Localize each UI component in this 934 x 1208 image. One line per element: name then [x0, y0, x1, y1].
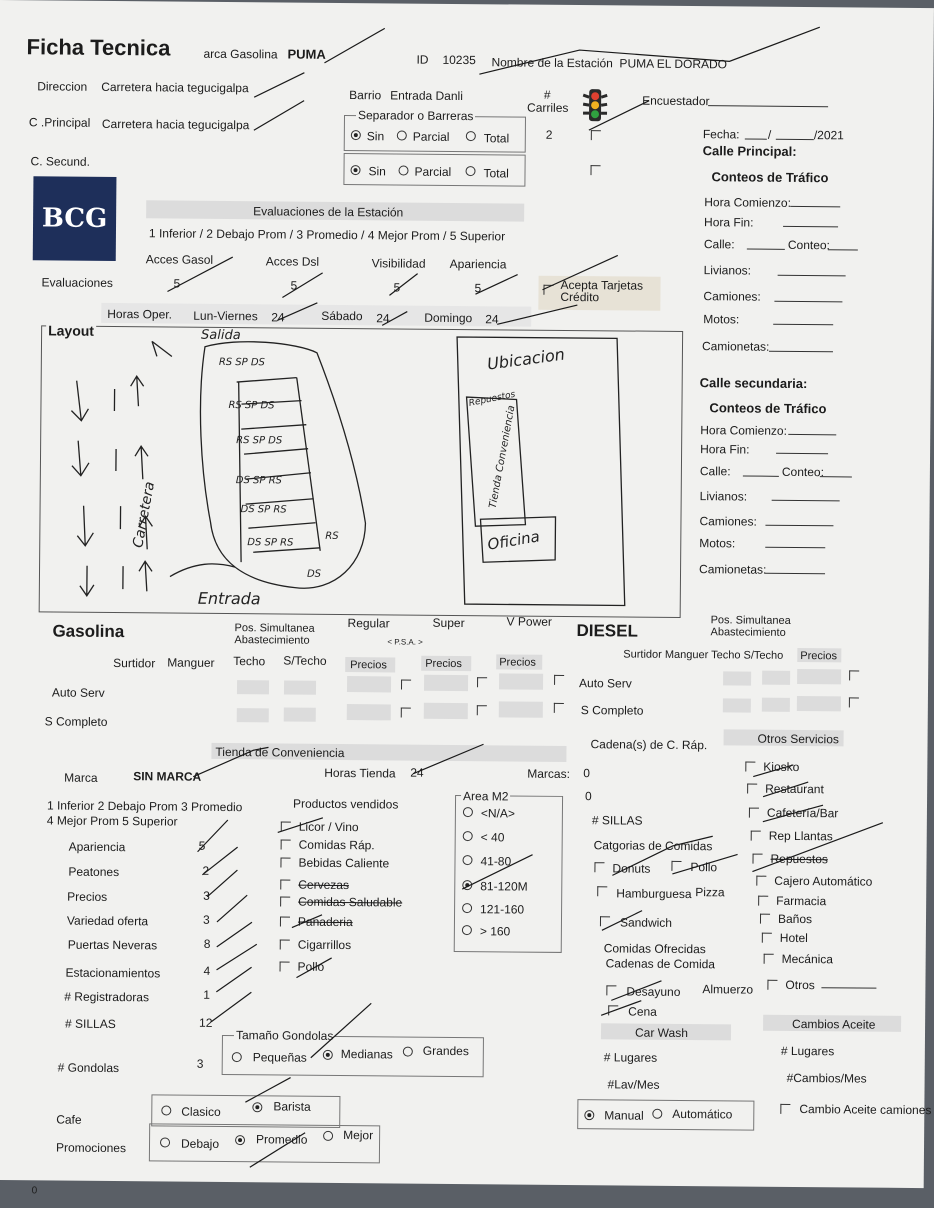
horas-tienda-value[interactable]: 24: [410, 765, 424, 780]
calle-principal-value: Carretera hacia tegucigalpa: [101, 116, 250, 133]
vpower-label: V Power: [506, 614, 553, 629]
horas-oper-label: Horas Oper.: [107, 306, 173, 322]
cadenas-label: Cadena(s) de C. Ráp.: [590, 737, 708, 753]
gas-auto-super-checkbox[interactable]: [477, 677, 487, 687]
carriles-value: 2: [545, 127, 553, 142]
promo-promedio-radio[interactable]: [235, 1135, 245, 1145]
separador2-parcial-radio[interactable]: [398, 165, 408, 175]
pump-row: RS SP DS: [218, 356, 265, 369]
comidas-ofrecidas-label: Comidas Ofrecidas: [603, 941, 706, 957]
rating-value[interactable]: 12: [199, 1015, 213, 1030]
evaluaciones-label: Evaluaciones: [41, 275, 113, 290]
diesel-columns: Surtidor Manguer Techo S/Techo: [623, 648, 784, 662]
hora-fin-label: Hora Fin:: [704, 215, 754, 230]
servicio-checkbox[interactable]: [749, 808, 759, 818]
carwash-automatico-radio[interactable]: [652, 1109, 662, 1119]
sec-conteo-label: Conteo:: [781, 464, 825, 480]
hamburguesa-checkbox[interactable]: [597, 886, 607, 896]
almuerzo-label: Almuerzo: [702, 982, 754, 997]
separador2-sin-radio[interactable]: [350, 165, 360, 175]
area-label: Area M2: [463, 789, 509, 804]
donuts-label: Donuts: [612, 861, 651, 876]
footer-mark: 0: [31, 1185, 38, 1197]
servicio-label: Cafetería/Bar: [766, 805, 839, 821]
barista-label: Barista: [273, 1099, 311, 1114]
pump-row: RS SP DS: [228, 400, 275, 412]
sabado-value[interactable]: 24: [376, 311, 390, 326]
cambio-aceite-camiones-label: Cambio Aceite camiones: [799, 1102, 932, 1118]
sillas-label: # SILLAS: [591, 813, 643, 828]
servicio-label: Otros: [785, 977, 815, 993]
calle-input[interactable]: [747, 249, 785, 250]
rating-label: Apariencia: [68, 839, 126, 855]
rating-value[interactable]: 8: [203, 936, 211, 951]
lun-viernes-value[interactable]: 24: [271, 310, 285, 325]
cafe-barista-radio[interactable]: [252, 1102, 262, 1112]
fecha-month-input[interactable]: [776, 139, 814, 140]
gondolas-label: # Gondolas: [57, 1060, 120, 1076]
gas-auto-vpower-checkbox[interactable]: [554, 675, 564, 685]
producto-checkbox[interactable]: [281, 839, 291, 849]
motos-label: Motos:: [703, 312, 740, 327]
calle-principal-label: C .Principal: [28, 115, 91, 130]
gas-auto-manguer[interactable]: [284, 681, 316, 695]
conteos-secundaria-title: Conteos de Tráfico: [709, 400, 827, 417]
producto-checkbox[interactable]: [280, 939, 290, 949]
fecha-separator: /: [767, 127, 772, 142]
producto-label: Comidas Saludable: [298, 894, 403, 910]
pump-row: RS SP DS: [236, 435, 283, 447]
conteo-input[interactable]: [828, 249, 858, 250]
gas-sc-manguer[interactable]: [284, 708, 316, 722]
area-radio[interactable]: [462, 903, 472, 913]
acepta-tarjetas-label: Acepta Tarjetas Crédito: [560, 277, 644, 305]
separador-sin-radio[interactable]: [351, 130, 361, 140]
calle-label: Calle:: [703, 237, 735, 252]
sin-label: Sin: [366, 129, 385, 144]
sec-camiones-input[interactable]: [765, 525, 833, 527]
gas-sc-vpower-checkbox[interactable]: [554, 703, 564, 713]
promociones-label: Promociones: [55, 1140, 127, 1156]
gas-auto-surtidor[interactable]: [237, 680, 269, 694]
medianas-label: Medianas: [340, 1047, 393, 1062]
carwash-lav-mes: #Lav/Mes: [607, 1077, 660, 1092]
sec-camionetas-label: Camionetas:: [698, 562, 767, 577]
cafe-label: Cafe: [56, 1112, 82, 1127]
rating-label: Precios: [67, 889, 108, 904]
bcg-logo: BCG: [33, 176, 117, 261]
traffic-light-icon: [581, 87, 611, 127]
producto-checkbox[interactable]: [281, 821, 291, 831]
diesel-auto-checkbox[interactable]: [849, 670, 859, 680]
gondola-medianas-radio[interactable]: [323, 1050, 333, 1060]
marca-label: Marca: [64, 770, 98, 785]
gas-auto-regular-checkbox[interactable]: [401, 680, 411, 690]
sec-livianos-input[interactable]: [772, 500, 840, 502]
gas-sc-precio-super[interactable]: [424, 703, 468, 719]
tamano-label: Tamaño Gondolas: [235, 1028, 334, 1043]
debajo-label: Debajo: [180, 1136, 220, 1151]
pump-row: DS SP RS: [235, 475, 282, 487]
producto-label: Cigarrillos: [297, 937, 352, 953]
pump-row: DS SP RS: [247, 537, 294, 549]
servicio-label: Baños: [777, 911, 813, 927]
grandes-label: Grandes: [422, 1043, 469, 1059]
producto-checkbox[interactable]: [280, 916, 290, 926]
motos-input[interactable]: [773, 324, 833, 326]
col-surtidor: Surtidor: [113, 656, 156, 671]
fecha-label: Fecha:: [702, 127, 740, 142]
diesel-pos-label: Pos. Simultanea Abastecimiento: [710, 614, 791, 639]
fecha-day-input[interactable]: [745, 139, 767, 140]
carriles-label: # Carriles: [527, 87, 569, 115]
servicio-checkbox[interactable]: [767, 980, 777, 990]
separador-total-radio[interactable]: [466, 131, 476, 141]
servicio-checkbox[interactable]: [747, 784, 757, 794]
gas-auto-precio-super[interactable]: [424, 675, 468, 691]
col-manguer: Manguer: [167, 655, 215, 670]
marcas-value[interactable]: 0: [583, 766, 591, 781]
gas-sc-regular-checkbox[interactable]: [401, 708, 411, 718]
carwash-title: Car Wash: [634, 1025, 688, 1041]
layout-carretera-label: Carretera: [130, 480, 159, 550]
col-stecho: S/Techo: [283, 653, 327, 668]
servicio-checkbox[interactable]: [752, 854, 762, 864]
cambios-mes: #Cambios/Mes: [786, 1070, 867, 1086]
area-option-label: 41-80: [480, 854, 512, 869]
tienda-scale-2: 4 Mejor Prom 5 Superior: [46, 813, 178, 829]
super-label: Super: [432, 615, 465, 631]
parcial-label: Parcial: [412, 129, 450, 144]
servicio-checkbox[interactable]: [764, 954, 774, 964]
layout-label: Layout: [48, 322, 95, 339]
productos-label: Productos vendidos: [292, 796, 399, 812]
sec-calle-input[interactable]: [743, 476, 779, 477]
eval-value-apariencia[interactable]: 5: [474, 281, 482, 296]
hora-comienzo-input[interactable]: [790, 206, 840, 207]
cambios-title: Cambios Aceite: [792, 1016, 876, 1032]
layout-repuestos-label: Repuestos: [468, 389, 517, 409]
layout-canvas[interactable]: [39, 322, 683, 618]
tienda-scale-1: 1 Inferior 2 Debajo Prom 3 Promedio: [46, 798, 243, 815]
cena-label: Cena: [628, 1004, 657, 1019]
calle-secund-label: C. Secund.: [30, 154, 91, 169]
marcas-label: Marcas:: [527, 766, 571, 782]
total-label-2: Total: [483, 166, 509, 181]
area-option-label: < 40: [480, 830, 505, 845]
acepta-tarjetas-checkbox[interactable]: [543, 285, 553, 295]
mejor-label: Mejor: [343, 1128, 374, 1143]
diesel-sc-checkbox[interactable]: [849, 697, 859, 707]
layout-oficina-label: Oficina: [486, 527, 542, 554]
otros-title: Otros Servicios: [757, 731, 840, 747]
layout-entrada-label: Entrada: [197, 588, 261, 609]
producto-label: Bebidas Caliente: [298, 855, 390, 871]
camionetas-input[interactable]: [769, 351, 833, 353]
sec-motos-label: Motos:: [699, 536, 736, 551]
producto-checkbox[interactable]: [280, 961, 290, 971]
precios-label-regular: Precios: [350, 659, 387, 672]
hamburguesa-label: Hamburguesa: [616, 886, 692, 902]
pizza-label: Pizza: [695, 885, 725, 900]
direccion-value: Carretera hacia tegucigalpa: [101, 79, 249, 96]
producto-label: Comidas Ráp.: [298, 837, 375, 853]
sec-camiones-label: Camiones:: [699, 514, 757, 529]
sec-camionetas-input[interactable]: [765, 573, 825, 575]
gas-sc-surtidor[interactable]: [237, 708, 269, 722]
servicio-checkbox[interactable]: [745, 762, 755, 772]
sec-hora-comienzo-input[interactable]: [788, 434, 836, 435]
psa-label: < P.S.A. >: [387, 637, 423, 647]
servicio-label: Restaurant: [765, 781, 824, 797]
precios-label-vpower: Precios: [499, 656, 536, 669]
page-title: Ficha Tecnica: [26, 34, 171, 61]
area-option-label: 121-160: [480, 902, 525, 917]
sin-label-2: Sin: [368, 164, 386, 179]
producto-label: Pollo: [297, 959, 325, 974]
camionetas-label: Camionetas:: [701, 339, 770, 354]
diesel-precios-label: Precios: [800, 650, 838, 663]
precios-label-super: Precios: [425, 657, 462, 671]
desayuno-label: Desayuno: [626, 984, 681, 999]
pequenas-label: Pequeñas: [252, 1050, 307, 1065]
promedio-label: Promedio: [256, 1132, 308, 1147]
diesel-title: DIESEL: [576, 621, 639, 641]
separador2-total-radio[interactable]: [465, 166, 475, 176]
servicio-label: Cajero Automático: [774, 873, 873, 889]
diesel-auto-serv-label: Auto Serv: [579, 676, 632, 691]
layout-salida-label: Salida: [201, 327, 241, 344]
area-radio[interactable]: [463, 807, 473, 817]
producto-checkbox[interactable]: [280, 879, 290, 889]
rating-value[interactable]: 2: [202, 863, 210, 878]
brand-value: PUMA: [287, 46, 326, 62]
calle-principal-title: Calle Principal:: [702, 143, 797, 159]
cadenas-comida-label: Cadenas de Comida: [605, 956, 716, 972]
gondola-grandes-radio[interactable]: [403, 1047, 413, 1057]
encuestador-input[interactable]: [708, 105, 828, 107]
station-name-label: Nombre de la Estación: [491, 55, 613, 71]
otros-input[interactable]: [821, 987, 876, 988]
pump-row: DS: [306, 568, 322, 580]
producto-label: Cervezas: [298, 877, 350, 893]
sandwich-checkbox[interactable]: [600, 916, 610, 926]
carriles-checkbox[interactable]: [591, 130, 601, 140]
gas-sc-precio-vpower[interactable]: [499, 701, 543, 717]
area-radio[interactable]: [463, 831, 473, 841]
eval-value-visibilidad[interactable]: 5: [393, 280, 401, 295]
tienda-title: Tienda de Conveniencia: [215, 744, 345, 761]
col-techo: Techo: [233, 654, 266, 669]
rating-label: Peatones: [68, 864, 120, 880]
id-label: ID: [416, 52, 429, 67]
camiones-label: Camiones:: [703, 289, 761, 304]
cafe-clasico-radio[interactable]: [161, 1105, 171, 1115]
area-option-label: <N/A>: [480, 806, 516, 821]
sabado-label: Sábado: [321, 308, 363, 324]
total-label: Total: [483, 131, 510, 146]
gas-sc-precio-regular[interactable]: [347, 704, 391, 720]
pollo-cat-checkbox[interactable]: [671, 861, 681, 871]
area-radio[interactable]: [462, 880, 472, 890]
fecha-year: /2021: [813, 128, 844, 143]
barrio-label: Barrio: [349, 88, 382, 103]
carwash-manual-radio[interactable]: [584, 1110, 594, 1120]
servicio-checkbox[interactable]: [760, 914, 770, 924]
servicio-checkbox[interactable]: [758, 896, 768, 906]
servicio-label: Hotel: [779, 930, 808, 946]
diesel-sc-surtidor[interactable]: [723, 698, 751, 712]
sec-motos-input[interactable]: [765, 547, 825, 549]
gondola-pequenas-radio[interactable]: [232, 1052, 242, 1062]
donuts-checkbox[interactable]: [594, 862, 604, 872]
eval-value-acces-dsl[interactable]: 5: [290, 278, 298, 293]
rating-label: Estacionamientos: [65, 965, 161, 981]
layout-tienda-label: Tienda Conveniencia: [487, 404, 518, 510]
sec-livianos-label: Livianos:: [699, 489, 748, 504]
clasico-label: Clasico: [181, 1104, 221, 1119]
station-name-value: PUMA EL DORADO: [619, 56, 728, 72]
hora-comienzo-label: Hora Comienzo:: [704, 195, 792, 210]
sec-hora-fin-input[interactable]: [776, 453, 828, 454]
eval-value-acces-gasol[interactable]: 5: [173, 276, 181, 291]
carriles-checkbox-2[interactable]: [590, 165, 600, 175]
sec-conteo-input[interactable]: [820, 476, 852, 477]
evaluaciones-scale: 1 Inferior / 2 Debajo Prom / 3 Promedio / 4 Mejor Prom / 5 Superior: [148, 226, 506, 244]
rating-label: Variedad oferta: [66, 913, 149, 929]
gas-auto-precio-vpower[interactable]: [499, 673, 543, 689]
marca-value: SIN MARCA: [133, 769, 202, 784]
barrio-value: Entrada Danli: [390, 88, 463, 104]
calle-secundaria-title: Calle secundaria:: [699, 375, 808, 392]
sandwich-label: Sandwich: [619, 915, 673, 930]
diesel-sc-manguer[interactable]: [762, 698, 790, 712]
layout-ubicacion-label: Ubicacion: [485, 344, 566, 374]
desayuno-checkbox[interactable]: [606, 985, 616, 995]
rating-value[interactable]: 1: [203, 987, 211, 1002]
lun-viernes-label: Lun-Viernes: [193, 308, 258, 324]
diesel-sc-precio[interactable]: [797, 696, 841, 711]
producto-checkbox[interactable]: [280, 896, 290, 906]
livianos-label: Livianos:: [703, 263, 752, 278]
servicio-label: Mecánica: [781, 951, 834, 967]
s-completo-label: S Completo: [44, 714, 108, 729]
parcial-label-2: Parcial: [414, 164, 452, 179]
eval-col-acces-gasol: Acces Gasol: [145, 252, 214, 267]
sec-hora-comienzo-label: Hora Comienzo:: [700, 423, 788, 438]
cambio-aceite-camiones-checkbox[interactable]: [780, 1104, 790, 1114]
separador-parcial-radio[interactable]: [397, 130, 407, 140]
gasolina-pos-label: Pos. Simultanea Abastecimiento: [234, 622, 315, 647]
horas-tienda-label: Horas Tienda: [324, 765, 396, 781]
separador-label: Separador o Barreras: [357, 108, 474, 124]
servicio-label: Farmacia: [776, 893, 827, 909]
regular-label: Regular: [347, 616, 390, 631]
rating-value[interactable]: 3: [203, 888, 210, 903]
rating-value[interactable]: 3: [202, 912, 210, 927]
automatico-label: Automático: [672, 1106, 733, 1122]
eval-col-acces-dsl: Acces Dsl: [265, 254, 320, 269]
area-radio[interactable]: [462, 855, 472, 865]
cena-checkbox[interactable]: [608, 1005, 618, 1015]
livianos-input[interactable]: [778, 275, 846, 277]
area-option-label: 81-120M: [480, 879, 528, 894]
promo-debajo-radio[interactable]: [160, 1137, 170, 1147]
camiones-input[interactable]: [774, 301, 842, 303]
manual-label: Manual: [604, 1108, 644, 1123]
gas-sc-super-checkbox[interactable]: [477, 705, 487, 715]
brand-label: arca Gasolina: [203, 46, 278, 62]
servicio-label: Rep Llantas: [768, 828, 833, 844]
servicio-label: Repuestos: [770, 851, 828, 867]
servicio-checkbox[interactable]: [762, 933, 772, 943]
area-radio[interactable]: [462, 925, 472, 935]
carwash-lugares: # Lugares: [603, 1050, 658, 1065]
rating-value[interactable]: 5: [198, 838, 206, 853]
domingo-value[interactable]: 24: [485, 312, 499, 327]
diesel-s-completo-label: S Completo: [580, 703, 644, 718]
producto-checkbox[interactable]: [280, 857, 290, 867]
pump-row: DS SP RS: [240, 504, 287, 516]
diesel-auto-surtidor[interactable]: [723, 671, 751, 685]
domingo-label: Domingo: [424, 310, 473, 326]
pollo-cat-label: Pollo: [690, 860, 718, 875]
pump-row: RS: [325, 530, 339, 542]
rating-label: # SILLAS: [65, 1016, 116, 1032]
diesel-auto-manguer[interactable]: [762, 671, 790, 685]
rating-value[interactable]: 4: [203, 963, 211, 978]
evaluaciones-title: Evaluaciones de la Estación: [253, 204, 404, 220]
eval-col-visibilidad: Visibilidad: [371, 256, 426, 271]
eval-col-apariencia: Apariencia: [449, 256, 507, 272]
conteo-label: Conteo:: [787, 237, 830, 253]
cambios-lugares: # Lugares: [780, 1043, 835, 1059]
servicio-checkbox[interactable]: [751, 831, 761, 841]
servicio-label: Kiosko: [763, 759, 800, 775]
sec-hora-fin-label: Hora Fin:: [700, 442, 750, 457]
id-value: 10235: [442, 52, 476, 68]
encuestador-label: Encuestador: [642, 93, 710, 109]
gasolina-title: Gasolina: [52, 621, 125, 642]
rating-label: Puertas Neveras: [67, 937, 158, 953]
hora-fin-input[interactable]: [783, 226, 838, 227]
promo-mejor-radio[interactable]: [323, 1131, 333, 1141]
sec-calle-label: Calle:: [699, 464, 731, 479]
direccion-label: Direccion: [37, 79, 88, 94]
gas-auto-precio-regular[interactable]: [347, 676, 391, 692]
categorias-label: Catgorias de Comidas: [593, 838, 713, 854]
conteos-principal-title: Conteos de Tráfico: [711, 169, 829, 186]
gondolas-value[interactable]: 3: [196, 1056, 204, 1071]
producto-label: Licor / Vino: [298, 819, 359, 835]
auto-serv-label: Auto Serv: [51, 685, 105, 700]
producto-label: Panaderia: [297, 914, 353, 930]
area-option-label: > 160: [479, 924, 511, 939]
servicio-checkbox[interactable]: [756, 876, 766, 886]
cadenas-value[interactable]: 0: [585, 789, 592, 804]
rating-label: # Registradoras: [64, 989, 150, 1005]
diesel-auto-precio[interactable]: [797, 669, 841, 684]
